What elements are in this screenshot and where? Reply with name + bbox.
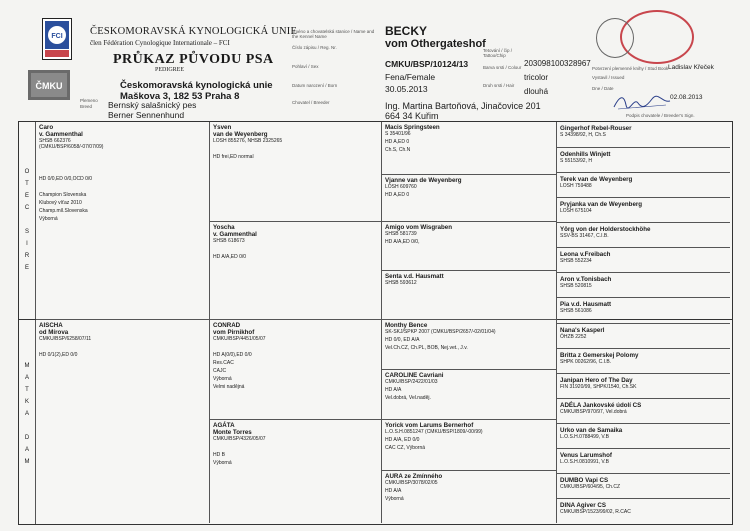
label-reg-no: Číslo zápisu / Reg. Nr.: [292, 45, 337, 50]
label-name-kennel: Jméno a chovatelská stanice / Name and the Kennel Name: [292, 29, 375, 39]
dam-letter: [19, 420, 35, 432]
issuer-address: Maškova 3, 182 53 Praha 8: [120, 91, 240, 102]
dog-name: DINA Agiver CS: [560, 502, 606, 509]
dog-reg: FIN 31920/99, SHPK/1540, Ch.SK: [560, 384, 637, 390]
gg-grandparent-cell: [556, 398, 730, 423]
breed-label-cz: Plemeno: [80, 98, 98, 103]
dog-name: Janipan Hero of The Day: [560, 377, 633, 384]
svg-text:FCI: FCI: [51, 33, 63, 40]
dog-info: Výborná: [213, 460, 232, 466]
dog-info: Champ.míl.Slovenska: [39, 208, 88, 214]
dog-reg: SK-SKJ/SPKP 2007 (CMKU/BSP/2657/-02/01/04): [385, 329, 496, 335]
dog-info: Klubový víťaz 2010: [39, 200, 82, 206]
gg-grandparent-cell: [556, 348, 730, 373]
dog-reg: SHSB 581739: [385, 231, 417, 237]
doc-subtitle: PEDIGREE: [155, 67, 184, 73]
dog-dob: 30.05.2013: [385, 84, 428, 94]
great-grandparent-cell: [381, 419, 556, 470]
dog-info: [213, 246, 378, 252]
dog-reg: SHSB 618673: [213, 238, 245, 244]
dam-letter: A: [24, 411, 29, 417]
dog-info: Vel.Ch.CZ, Ch.PL, BOB, Nej.vet., J.v.: [385, 345, 468, 351]
dog-reg: SHPK 00262/96, C.I.B.: [560, 359, 612, 365]
issue-date: 02.08.2013: [670, 94, 703, 101]
label-breeder: Chovatel / Breeder: [292, 100, 330, 105]
great-grandparent-cell: [381, 221, 556, 270]
dog-name: DUMBO Vapi CS: [560, 477, 609, 484]
dog-name: Leona v.Freibach: [560, 251, 611, 258]
sire-letter: T: [25, 181, 29, 187]
dog-info: HD 0/1(2),ED 0/0: [39, 352, 78, 358]
gg-grandparent-cell: [556, 323, 730, 348]
dog-name: Senta v.d. Hausmatt: [385, 273, 444, 280]
sire-letter: O: [24, 169, 30, 175]
parent-cell: [36, 122, 209, 319]
dog-info: [39, 160, 206, 166]
dog-info: Velmi nadějná: [213, 384, 245, 390]
dog-kennel: vom Othergateshof: [385, 38, 486, 50]
gg-grandparent-cell: [556, 423, 730, 448]
dog-info: [39, 168, 206, 174]
dog-info: HD A/A,ED 0/0,: [385, 239, 420, 245]
dog-info: CAJC: [213, 368, 227, 374]
dog-info: CAC CZ, Výborná: [385, 445, 426, 451]
dog-reg: CMKU/BSP/3078/02/05: [385, 480, 438, 486]
dog-name: Monthy Bence: [385, 322, 428, 329]
dog-info: Vel.dobrá, Vel.naděj.: [385, 395, 431, 401]
great-grandparent-cell: [381, 174, 556, 221]
gg-grandparent-cell: [556, 373, 730, 398]
dog-info: Výborná: [213, 376, 232, 382]
label-breeder-sign: Podpis chovatele / Breeder's Sign.: [626, 113, 695, 118]
sire-letter: C: [24, 205, 30, 211]
dog-reg: CMKU/BSP/4326/05/07: [213, 436, 266, 442]
dog-name-line2: v. Gammenthal: [39, 131, 83, 138]
dog-name-line2: van de Weyenberg: [213, 131, 268, 138]
dog-reg: SSV-BS 31467, C.I.B.: [560, 233, 609, 239]
dog-reg: LOSH 759488: [560, 183, 592, 189]
pedigree-table: [18, 121, 733, 525]
org-title: ČESKOMORAVSKÁ KYNOLOGICKÁ UNIE: [90, 26, 298, 37]
dog-name-line1: Yoscha: [213, 224, 235, 231]
dog-info: HD A(0/0),ED 0/0: [213, 352, 252, 358]
dog-name-line2: Monte Torres: [213, 429, 252, 436]
dam-letter: A: [24, 375, 29, 381]
dog-name: AURA ze Zmínného: [385, 473, 443, 480]
great-grandparent-cell: [381, 270, 556, 319]
gg-grandparent-cell: [556, 272, 730, 297]
dog-name-line1: AGÁTA: [213, 422, 235, 429]
dog-name: Yörg von der Holderstockhöhe: [560, 226, 651, 233]
dog-name: Britta z Gemerskej Polomy: [560, 352, 639, 359]
dog-reg: CMKU/BSP/970/97, Vel.dobrá: [560, 409, 627, 415]
dog-name-line1: AISCHA: [39, 322, 63, 329]
dog-name-line1: CONRAD: [213, 322, 241, 329]
gg-grandparent-cell: [556, 222, 730, 247]
gg-grandparent-cell: [556, 197, 730, 222]
grandparent-cell: [209, 419, 381, 523]
dam-letter: D: [24, 435, 30, 441]
dog-info: [39, 152, 206, 158]
dog-info: HD A,ED 0: [385, 192, 410, 198]
dog-name-line1: Caro: [39, 124, 54, 131]
dog-info: HD A/A: [385, 387, 402, 393]
dam-letter: T: [25, 387, 29, 393]
dog-reg: CMKU/BSP/604/95, Ch.CZ: [560, 484, 621, 490]
dog-info: [213, 146, 378, 152]
label-stud-book: Potvrzení plemenné knihy / Stud Book: [592, 66, 669, 71]
dog-reg: SHSB 561086: [560, 308, 592, 314]
great-grandparent-cell: [381, 470, 556, 523]
issuer-name: Českomoravská kynologická unie: [120, 80, 273, 91]
dog-reg: SHSB 662376: [39, 138, 71, 144]
dog-hair: dlouhá: [524, 87, 549, 96]
dog-reg: ÖHZB 2252: [560, 334, 587, 340]
dog-reg: L.O.S.H.0851247 (CMKU/BSP/1809/-00/99): [385, 429, 483, 435]
dog-reg: CMKU/BSP/1523/99/02, R.CAC: [560, 509, 631, 515]
cmku-logo: [28, 70, 70, 100]
breed-label-en: Breed: [80, 104, 93, 109]
issued-by: Ladislav Křeček: [668, 64, 714, 71]
dam-side-label: [19, 360, 35, 468]
great-grandparent-cell: [381, 319, 556, 369]
dog-name: Macis Springsteen: [385, 124, 440, 131]
breeder-signature: [612, 93, 672, 111]
dam-letter: A: [24, 447, 29, 453]
dog-chip: 203098100328967: [524, 59, 591, 68]
dog-reg: L.O.S.H.0788499, V.B: [560, 434, 610, 440]
dog-info: Výborná: [39, 216, 58, 222]
dog-reg: L.O.S.H.0810991, V.B: [560, 459, 610, 465]
gg-grandparent-cell: [556, 498, 730, 523]
dog-reg-alt: (CMKU/BSP/6058/-07/07/09): [39, 144, 104, 150]
sire-letter: E: [24, 193, 29, 199]
dam-letter: M: [24, 363, 30, 369]
dog-name: ADÉLA Jankovské údolí CS: [560, 402, 642, 409]
svg-text:ČMKU: ČMKU: [35, 81, 63, 91]
dog-name: Terek van de Weyenberg: [560, 176, 633, 183]
dog-reg: CMKU/BSP/2422/01/03: [385, 379, 438, 385]
dog-info: Res.CAC: [213, 360, 234, 366]
great-grandparent-cell: [381, 122, 556, 174]
dog-name: Odenhills Winjett: [560, 151, 611, 158]
breed-en: Berner Sennenhund: [108, 110, 185, 120]
dog-name-line2: v. Gammenthal: [213, 231, 257, 238]
grandparent-cell: [209, 319, 381, 419]
sire-letter: R: [24, 253, 30, 259]
dog-info: [39, 344, 206, 350]
dog-name: Pia v.d. Hausmatt: [560, 301, 612, 308]
dog-reg: SHSB 520815: [560, 283, 592, 289]
dog-info: HD A/A: [385, 488, 402, 494]
dog-colour: tricolor: [524, 73, 549, 82]
dog-info: HD A/A, ED 0/0: [385, 437, 420, 443]
gg-grandparent-cell: [556, 448, 730, 473]
great-grandparent-cell: [381, 369, 556, 419]
dog-info: HD frei,ED normal: [213, 154, 254, 160]
doc-title: PRŮKAZ PŮVODU PSA: [113, 52, 274, 67]
dog-info: HD A,ED 0: [385, 139, 410, 145]
grandparent-cell: [209, 221, 381, 319]
dog-name-line2: od Mírova: [39, 329, 69, 336]
gg-grandparent-cell: [556, 172, 730, 197]
dog-info: HD 0/0,ED 0/0,OCD 0/0: [39, 176, 93, 182]
dog-name: Pryjanka van de Weyenberg: [560, 201, 643, 208]
dog-name-line1: Ysven: [213, 124, 232, 131]
dam-letter: K: [24, 399, 29, 405]
dog-name: Yorick vom Larums Bernerhof: [385, 422, 474, 429]
dog-info: HD A/A,ED 0/0: [213, 254, 247, 260]
dog-name: Vjanne van de Weyenberg: [385, 177, 462, 184]
dog-name: Nana's Kasperl: [560, 327, 605, 334]
label-colour: Barva srsti / Colour: [483, 65, 522, 70]
dog-reg: SHSB 552234: [560, 258, 592, 264]
dog-name: Amigo vom Wisgraben: [385, 224, 452, 231]
dog-name: CAROLINE Cavriani: [385, 372, 444, 379]
org-subtitle: člen Fédération Cynologique Internationale – FCI: [90, 39, 230, 47]
dog-name: Urko van de Samaika: [560, 427, 623, 434]
dog-breeder-name: Ing. Martina Bartoňová, Jinačovice 201: [385, 101, 541, 111]
dog-name: Aron v.Tonisbach: [560, 276, 612, 283]
gg-grandparent-cell: [556, 122, 730, 147]
dam-letter: M: [24, 459, 30, 465]
dog-reg: LOSH 855276, NHSB 2325265: [213, 138, 283, 144]
grandparent-cell: [209, 122, 381, 221]
dog-info: Výborná: [385, 496, 404, 502]
dog-info: HD 0/0, ED A/A: [385, 337, 420, 343]
fci-logo: [42, 18, 72, 60]
gg-grandparent-cell: [556, 147, 730, 172]
label-tattoo-chip: Tetování / čip / Tattoo/Chip: [483, 48, 513, 58]
dog-breeder-city: 664 34 Kuřim: [385, 111, 439, 121]
sire-side-label: [19, 166, 35, 274]
dog-info: [39, 184, 206, 190]
sire-letter: I: [26, 241, 28, 247]
dog-reg-no: CMKU/BSP/10124/13: [385, 59, 469, 69]
gg-grandparent-cell: [556, 247, 730, 272]
dog-name: Gingerhof Rebel-Rouser: [560, 125, 632, 132]
dog-reg-alt: CMKU/BSP/6258/07/11: [39, 336, 92, 342]
parent-cell: [36, 319, 209, 523]
dog-name: Venus Larumshof: [560, 452, 612, 459]
dog-info: HD B: [213, 452, 225, 458]
dog-info: [213, 444, 378, 450]
stud-book-stamp: [596, 18, 634, 58]
dog-reg: S 35401/96: [385, 131, 411, 137]
dog-sex: Fena/Female: [385, 72, 436, 82]
dog-reg: S 55153/92, H: [560, 158, 592, 164]
label-issued: Vystavil / Issued: [592, 75, 625, 80]
sire-letter: [19, 214, 35, 226]
sire-letter: S: [24, 229, 29, 235]
dog-info: [213, 344, 378, 350]
dog-name: BECKY: [385, 24, 428, 38]
dog-name-line2: vom Pirnikhof: [213, 329, 255, 336]
label-dob: Datum narození / Born: [292, 83, 338, 88]
dog-reg: SHSB 593612: [385, 280, 417, 286]
dog-reg: CMKU/BSP/4451/05/07: [213, 336, 266, 342]
gg-grandparent-cell: [556, 297, 730, 323]
label-hair: Druh srsti / Hair: [483, 83, 515, 88]
dog-reg: LOSH 609760: [385, 184, 417, 190]
dog-reg: S 34398/92, H, Ch.S: [560, 132, 606, 138]
label-sex: Pohlaví / Sex: [292, 64, 319, 69]
breed-cz: Bernský salašnický pes: [108, 100, 197, 110]
dog-info: Ch.S, Ch.N: [385, 147, 411, 153]
label-date: Dne / Date: [592, 86, 614, 91]
gg-grandparent-cell: [556, 473, 730, 498]
sire-letter: E: [24, 265, 29, 271]
dog-info: Champion Slovenska: [39, 192, 87, 198]
dog-reg: LOSH 675104: [560, 208, 592, 214]
